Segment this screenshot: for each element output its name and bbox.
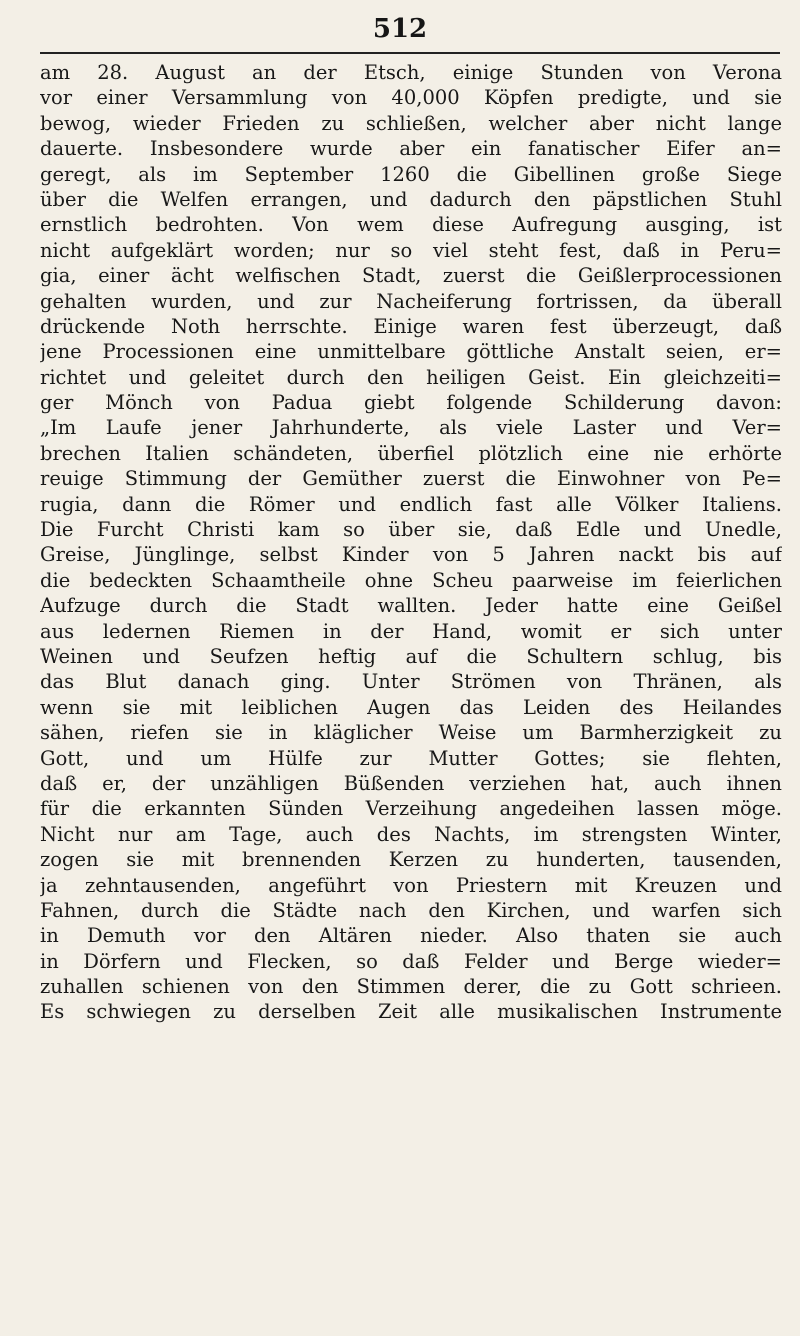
body-text — [40, 60, 782, 1025]
text-line: zuhallen schienen von den Stimmen derer, die zu Gott schrieen. — [40, 975, 782, 999]
text-line: in Demuth vor den Altären nieder. Also thaten sie auch — [40, 924, 782, 948]
text-line: sähen, riefen sie in kläglicher Weise um Barmherzigkeit zu — [40, 721, 782, 745]
text-line: für die erkannten Sünden Verzeihung angedeihen lassen möge. — [40, 797, 782, 821]
text-line: gehalten wurden, und zur Nacheiferung fortrissen, da überall — [40, 289, 782, 313]
text-line: Die Furcht Christi kam so über sie, daß Edle und Unedle, — [40, 518, 782, 542]
header-rule — [40, 52, 780, 54]
text-line: ernstlich bedrohten. Von wem diese Aufregung ausging, ist — [40, 213, 782, 237]
text-line: Es schwiegen zu derselben Zeit alle musikalischen Instrumente — [40, 1000, 782, 1024]
text-line: die bedeckten Schaamtheile ohne Scheu paarweise im feierlichen — [40, 568, 782, 592]
text-line: nicht aufgeklärt worden; nur so viel steht fest, daß in Peru= — [40, 238, 782, 262]
text-line: ger Mönch von Padua giebt folgende Schilderung davon: — [40, 391, 782, 415]
text-line: Greise, Jünglinge, selbst Kinder von 5 Jahren nackt bis auf — [40, 543, 782, 567]
text-line: daß er, der unzähligen Büßenden verziehen hat, auch ihnen — [40, 771, 782, 795]
text-line: in Dörfern und Flecken, so daß Felder und Berge wieder= — [40, 949, 782, 973]
text-line: Aufzuge durch die Stadt wallten. Jeder hatte eine Geißel — [40, 594, 782, 618]
text-line: brechen Italien schändeten, überfiel plötzlich eine nie erhörte — [40, 441, 782, 465]
text-line: jene Processionen eine unmittelbare göttliche Anstalt seien, er= — [40, 340, 782, 364]
text-line: über die Welfen errangen, und dadurch den päpstlichen Stuhl — [40, 187, 782, 211]
text-line: gia, einer ächt welfischen Stadt, zuerst die Geißlerprocessionen — [40, 264, 782, 288]
text-line: vor einer Versammlung von 40,000 Köpfen predigte, und sie — [40, 86, 782, 110]
text-line: Gott, und um Hülfe zur Mutter Gottes; sie flehten, — [40, 746, 782, 770]
text-line: am 28. August an der Etsch, einige Stunden von Verona — [40, 61, 782, 84]
text-line: geregt, als im September 1260 die Gibellinen große Siege — [40, 162, 782, 186]
text-line: rugia, dann die Römer und endlich fast alle Völker Italiens. — [40, 492, 782, 516]
text-line: aus ledernen Riemen in der Hand, womit er sich unter — [40, 619, 782, 643]
text-line: richtet und geleitet durch den heiligen Geist. Ein gleichzeiti= — [40, 365, 782, 389]
text-line: zogen sie mit brennenden Kerzen zu hunderten, tausenden, — [40, 848, 782, 872]
page-number: 512 — [372, 14, 428, 44]
text-line: reuige Stimmung der Gemüther zuerst die Einwohner von Pe= — [40, 467, 782, 491]
text-line: das Blut danach ging. Unter Strömen von Thränen, als — [40, 670, 782, 694]
text-line: wenn sie mit leiblichen Augen das Leiden des Heilandes — [40, 695, 782, 719]
text-line: drückende Noth herrschte. Einige waren fest überzeugt, daß — [40, 314, 782, 338]
text-line: Nicht nur am Tage, auch des Nachts, im strengsten Winter, — [40, 822, 782, 846]
text-line: dauerte. Insbesondere wurde aber ein fanatischer Eifer an= — [40, 137, 782, 161]
text-line: „Im Laufe jener Jahrhunderte, als viele Laster und Ver= — [40, 416, 782, 440]
text-line: ja zehntausenden, angeführt von Priestern mit Kreuzen und — [40, 873, 782, 897]
text-line: bewog, wieder Frieden zu schließen, welcher aber nicht lange — [40, 111, 782, 135]
text-line: Fahnen, durch die Städte nach den Kirchen, und warfen sich — [40, 898, 782, 922]
text-line: Weinen und Seufzen heftig auf die Schultern schlug, bis — [40, 644, 782, 668]
